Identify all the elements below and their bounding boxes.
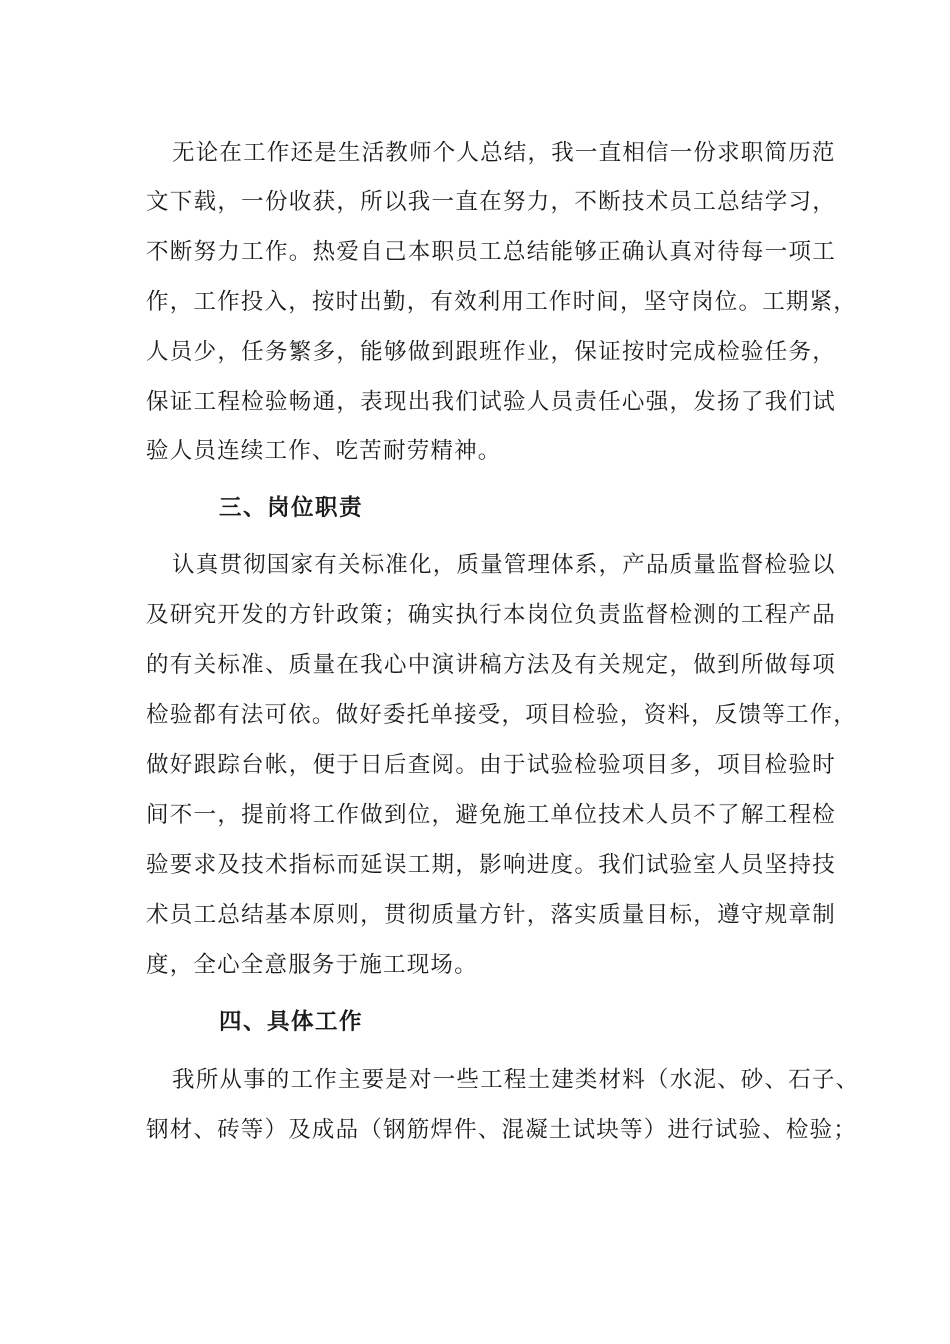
section-heading-specific-work: 四、具体工作 bbox=[219, 1009, 364, 1035]
text-line: 验人员连续工作、吃苦耐劳精神。 bbox=[146, 438, 502, 464]
text-line: 不断努力工作。热爱自己本职员工总结能够正确认真对待每一项工 bbox=[146, 239, 836, 265]
text-line: 的有关标准、质量在我心中演讲稿方法及有关规定，做到所做每项 bbox=[146, 652, 836, 678]
text-line: 术员工总结基本原则，贯彻质量方针，落实质量目标，遵守规章制 bbox=[146, 902, 836, 928]
text-line: 度，全心全意服务于施工现场。 bbox=[146, 952, 478, 978]
text-line: 保证工程检验畅通，表现出我们试验人员责任心强，发扬了我们试 bbox=[146, 389, 836, 415]
text-line: 间不一，提前将工作做到位，避免施工单位技术人员不了解工程检 bbox=[146, 802, 836, 828]
text-line: 及研究开发的方针政策；确实执行本岗位负责监督检测的工程产品 bbox=[146, 602, 836, 628]
text-line: 验要求及技术指标而延误工期，影响进度。我们试验室人员坚持技 bbox=[146, 852, 836, 878]
text-line: 检验都有法可依。做好委托单接受，项目检验，资料，反馈等工作， bbox=[146, 702, 858, 728]
text-line: 作，工作投入，按时出勤，有效利用工作时间，坚守岗位。工期紧， bbox=[146, 289, 858, 315]
text-line: 人员少，任务繁多，能够做到跟班作业，保证按时完成检验任务， bbox=[146, 339, 836, 365]
text-line: 无论在工作还是生活教师个人总结，我一直相信一份求职简历范 bbox=[172, 140, 836, 166]
text-line: 钢材、砖等）及成品（钢筋焊件、混凝土试块等）进行试验、检验； bbox=[146, 1117, 858, 1143]
text-line: 文下载，一份收获，所以我一直在努力，不断技术员工总结学习， bbox=[146, 189, 836, 215]
text-line: 我所从事的工作主要是对一些工程土建类材料（水泥、砂、石子、 bbox=[172, 1067, 860, 1093]
section-heading-job-duties: 三、岗位职责 bbox=[219, 495, 364, 521]
text-line: 做好跟踪台帐，便于日后查阅。由于试验检验项目多，项目检验时 bbox=[146, 752, 836, 778]
text-line: 认真贯彻国家有关标准化，质量管理体系，产品质量监督检验以 bbox=[172, 552, 836, 578]
